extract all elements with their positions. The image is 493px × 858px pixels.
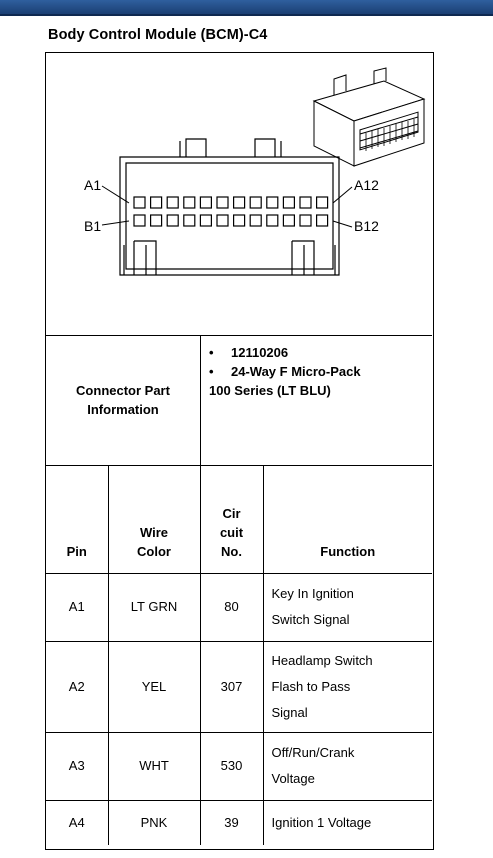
- pin-cavity: [300, 197, 311, 208]
- label-b1: B1: [84, 218, 102, 234]
- function-cell: Headlamp Switch Flash to Pass Signal: [263, 641, 432, 732]
- part-label-line2: Information: [87, 402, 159, 417]
- pin-cavity: [267, 215, 278, 226]
- pin-cell: A2: [46, 641, 108, 732]
- pin-cavity: [250, 197, 261, 208]
- connector-part-info-row: [46, 335, 432, 466]
- pin-cavity: [317, 197, 328, 208]
- pin-cavity: [283, 215, 294, 226]
- window-header-bar: [0, 0, 493, 16]
- header-circuit-no: Cir cuit No.: [200, 465, 263, 573]
- wire-color-cell: LT GRN: [108, 573, 200, 641]
- header-function: Function: [263, 465, 432, 573]
- pin-cavity: [151, 197, 162, 208]
- table-row: [46, 732, 432, 800]
- pinout-table: [46, 465, 432, 845]
- pin-cavity: [134, 215, 145, 226]
- pin-cavity: [234, 197, 245, 208]
- table-row: [46, 641, 432, 732]
- pin-cavity: [200, 197, 211, 208]
- pin-cavity: [250, 215, 261, 226]
- pin-cavity: [300, 215, 311, 226]
- connector-image-cell: [46, 53, 432, 336]
- label-a1: A1: [84, 177, 102, 193]
- connector-3d-view-icon: [314, 68, 424, 166]
- pin-cavity: [167, 215, 178, 226]
- table-row: [46, 800, 432, 845]
- bullet: •: [209, 345, 214, 360]
- header-wire-color: Wire Color: [108, 465, 200, 573]
- connector-part-label: [46, 335, 201, 465]
- circuit-cell: 39: [200, 800, 263, 845]
- wire-color-cell: YEL: [108, 641, 200, 732]
- function-cell: Ignition 1 Voltage: [263, 800, 432, 845]
- pin-cavity: [217, 197, 228, 208]
- function-cell: Off/Run/Crank Voltage: [263, 732, 432, 800]
- pin-cavity: [167, 197, 178, 208]
- connector-type: 24-Way F Micro-Pack: [231, 364, 361, 379]
- connector-table: [45, 52, 434, 850]
- function-cell: Key In Ignition Switch Signal: [263, 573, 432, 641]
- pin-cavity: [184, 197, 195, 208]
- circuit-cell: 530: [200, 732, 263, 800]
- pin-cavity: [151, 215, 162, 226]
- page-title: Body Control Module (BCM)-C4: [48, 27, 268, 43]
- label-b12: B12: [354, 218, 379, 234]
- header-pin: Pin: [46, 465, 108, 573]
- circuit-cell: 80: [200, 573, 263, 641]
- pinout-header-row: [46, 465, 432, 573]
- pin-cavity: [184, 215, 195, 226]
- circuit-cell: 307: [200, 641, 263, 732]
- pin-cell: A1: [46, 573, 108, 641]
- pin-cell: A4: [46, 800, 108, 845]
- bullet: •: [209, 364, 214, 379]
- label-a12: A12: [354, 177, 379, 193]
- table-row: [46, 573, 432, 641]
- pin-cell: A3: [46, 732, 108, 800]
- part-label-line1: Connector Part: [76, 383, 170, 398]
- connector-diagram: [46, 53, 432, 335]
- pin-cavity: [134, 197, 145, 208]
- pin-cavity: [234, 215, 245, 226]
- connector-part-details: [209, 343, 429, 400]
- pin-cavity: [267, 197, 278, 208]
- part-number: 12110206: [231, 345, 289, 360]
- wire-color-cell: WHT: [108, 732, 200, 800]
- wire-color-cell: PNK: [108, 800, 200, 845]
- pin-cavity: [317, 215, 328, 226]
- connector-series: 100 Series (LT BLU): [209, 383, 331, 398]
- pin-cavity: [200, 215, 211, 226]
- pin-cavity: [283, 197, 294, 208]
- pin-cavity: [217, 215, 228, 226]
